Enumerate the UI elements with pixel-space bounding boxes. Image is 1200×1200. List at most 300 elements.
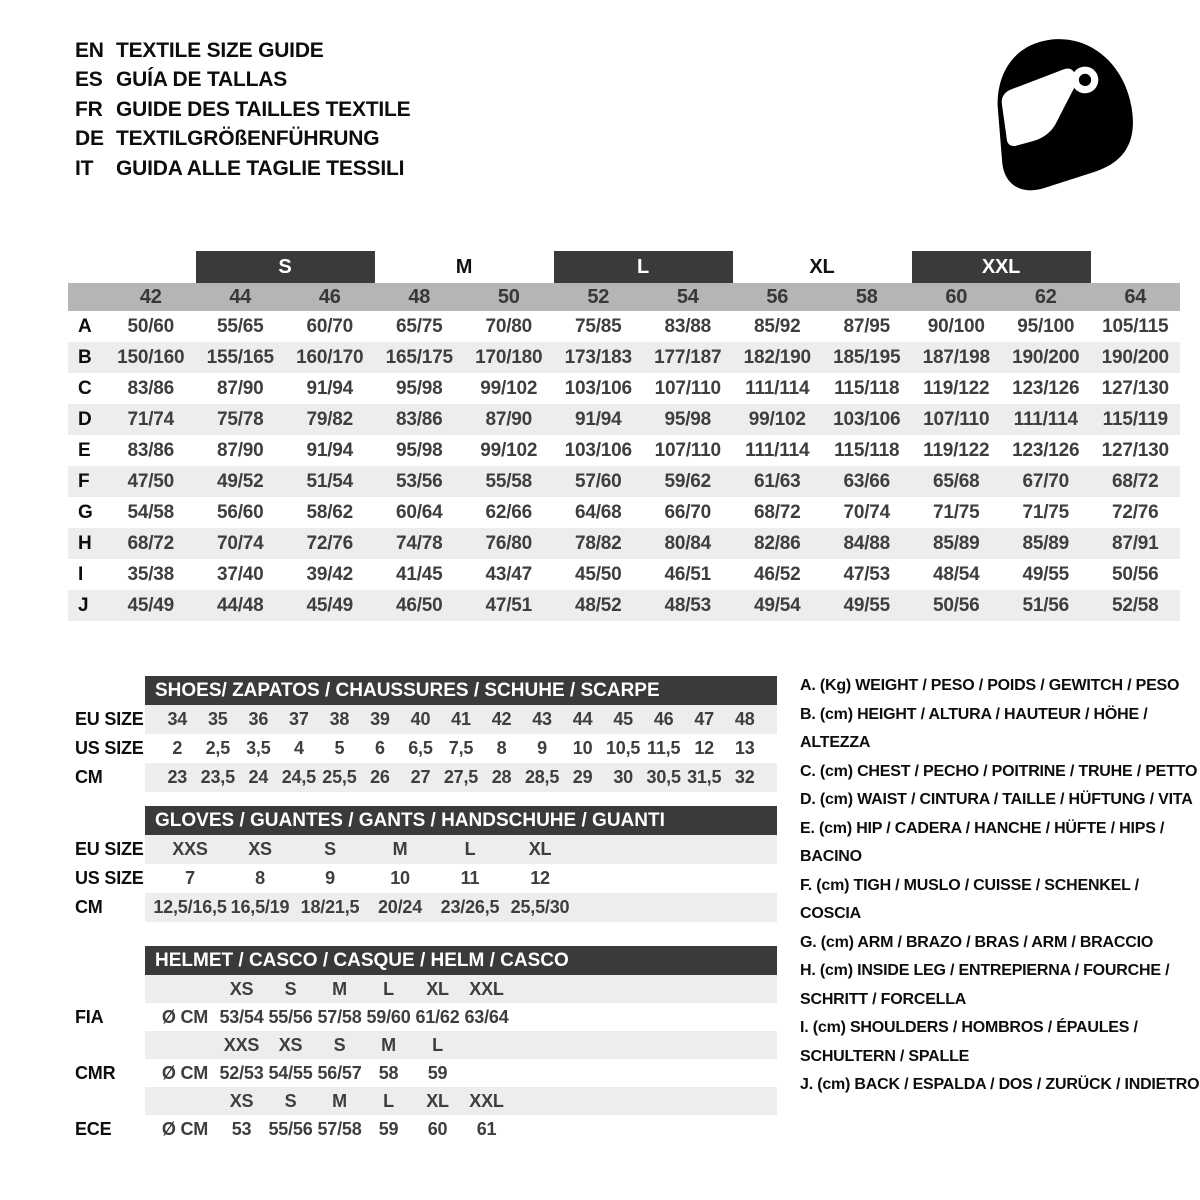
value-cell: 13 [734, 738, 755, 758]
value-cell: 95/98 [395, 439, 443, 461]
helmet-value-row-ECE [68, 1115, 778, 1143]
value-cell: 40 [410, 709, 431, 729]
measure-row-G [68, 497, 1180, 528]
row-letter: D [78, 408, 92, 430]
helmet-size-label: XS [229, 1090, 254, 1111]
value-cell: 23/26,5 [440, 897, 500, 917]
value-cell: 57/60 [574, 470, 622, 492]
value-cell: 6 [375, 738, 385, 758]
value-cell: 87/95 [843, 315, 891, 337]
value-cell: 51/54 [306, 470, 354, 492]
value-cell: 155/165 [206, 346, 274, 368]
shoes-row [68, 763, 778, 792]
value-cell: 58 [378, 1062, 399, 1083]
value-cell: 49/55 [843, 594, 891, 616]
value-cell: 32 [734, 767, 755, 787]
gloves-row-label: EU SIZE [75, 839, 144, 859]
value-cell: 79/82 [306, 408, 354, 430]
row-letter: C [78, 377, 92, 399]
value-cell: 83/86 [127, 439, 175, 461]
value-cell: 111/114 [745, 377, 810, 399]
size-column-52: 52 [587, 285, 610, 308]
value-cell: 107/110 [923, 408, 990, 430]
legend-item: B. (cm) HEIGHT / ALTURA / HAUTEUR / HÖHE / ALTEZZA [800, 705, 1148, 751]
helmet-size-label: XS [229, 978, 254, 999]
value-cell: 67/70 [1022, 470, 1070, 492]
size-band-L: L [554, 251, 733, 283]
size-band-S: S [196, 251, 375, 283]
value-cell: 10,5 [606, 738, 641, 758]
shoes-row [68, 705, 778, 734]
value-cell: 85/89 [932, 532, 980, 554]
value-cell: 4 [293, 738, 304, 758]
value-cell: 47/51 [485, 594, 533, 616]
value-cell: 6,5 [408, 738, 433, 758]
helmet-size-label: XL [426, 978, 449, 999]
value-cell: 190/200 [1012, 346, 1080, 368]
value-cell: 85/89 [1022, 532, 1070, 554]
numeric-size-header [68, 283, 1180, 311]
language-row [75, 36, 410, 66]
legend-item: D. (cm) WAIST / CINTURA / TAILLE / HÜFTUNG / VITA [800, 791, 1193, 808]
value-cell: 48/54 [932, 563, 980, 585]
value-cell: 55/58 [485, 470, 533, 492]
value-cell: 24 [248, 767, 269, 787]
value-cell: 9 [325, 868, 335, 888]
helmet-size-label: M [332, 1090, 347, 1111]
helmet-size-label: XXL [469, 1090, 504, 1111]
value-cell: 71/74 [127, 408, 175, 430]
helmet-size-label: XXL [469, 978, 504, 999]
value-cell: 59 [427, 1062, 448, 1083]
value-cell: XL [528, 839, 552, 859]
size-band-XL: XL [809, 255, 835, 278]
measure-row-E [68, 435, 1180, 466]
helmet-value-row-CMR [68, 1059, 778, 1087]
value-cell: 65/75 [395, 315, 443, 337]
value-cell: 35/38 [127, 563, 175, 585]
helmet-size-label: XS [278, 1034, 303, 1055]
size-column-42: 42 [139, 285, 162, 308]
gloves-row [68, 864, 778, 893]
value-cell: 66/70 [664, 501, 712, 523]
value-cell: 46/52 [753, 563, 801, 585]
value-cell: 28 [491, 767, 512, 787]
language-code: IT [75, 156, 94, 180]
row-letter: E [78, 439, 91, 461]
value-cell: 68/72 [1111, 470, 1159, 492]
value-cell: 47/53 [843, 563, 891, 585]
gloves-row-values [145, 864, 777, 893]
value-cell: 111/114 [745, 439, 810, 461]
value-cell: M [392, 839, 408, 859]
language-code: EN [75, 38, 104, 62]
value-cell: 123/126 [1012, 377, 1080, 399]
measure-row-B [68, 342, 1180, 373]
helmet-standard-label: FIA [75, 1006, 104, 1027]
row-letter: G [78, 501, 93, 523]
value-cell: 173/183 [564, 346, 632, 368]
value-cell: 53/56 [395, 470, 443, 492]
value-cell: 63/64 [464, 1006, 509, 1027]
size-column-54: 54 [676, 285, 699, 308]
size-column-64: 64 [1124, 285, 1147, 308]
value-cell: 70/74 [843, 501, 891, 523]
value-cell: 62/66 [485, 501, 533, 523]
value-cell: 56/57 [317, 1062, 362, 1083]
size-column-56: 56 [766, 285, 789, 308]
value-cell: 119/122 [923, 377, 990, 399]
value-cell: 87/91 [1111, 532, 1159, 554]
value-cell: 7 [185, 868, 195, 888]
value-cell: 48/53 [664, 594, 712, 616]
helmet-title: HELMET / CASCO / CASQUE / HELM / CASCO [145, 946, 777, 975]
value-cell: 23,5 [200, 767, 235, 787]
helmet-size-labels [145, 1087, 777, 1115]
shoes-row-label: CM [75, 767, 103, 787]
helmet-size-label: XL [426, 1090, 449, 1111]
value-cell: 50/56 [932, 594, 980, 616]
value-cell: 185/195 [833, 346, 901, 368]
value-cell: 38 [329, 709, 350, 729]
helmet-size-label: L [432, 1034, 443, 1055]
value-cell: 123/126 [1012, 439, 1080, 461]
value-cell: 190/200 [1101, 346, 1169, 368]
value-cell: 3,5 [246, 738, 271, 758]
value-cell: 177/187 [654, 346, 722, 368]
value-cell: 83/86 [395, 408, 443, 430]
value-cell: 46/51 [664, 563, 712, 585]
gloves-section [68, 806, 778, 922]
value-cell: 83/86 [127, 377, 175, 399]
value-cell: 61/63 [753, 470, 801, 492]
shoes-section [68, 676, 778, 792]
gloves-title: GLOVES / GUANTES / GANTS / HANDSCHUHE / GUANTI [145, 806, 777, 835]
legend-item: C. (cm) CHEST / PECHO / POITRINE / TRUHE / PETTO [800, 762, 1198, 780]
helmet-size-labels [145, 975, 777, 1003]
value-cell: 53 [231, 1118, 252, 1139]
value-cell: 27,5 [443, 767, 479, 787]
value-cell: 43 [532, 709, 552, 729]
value-cell: 87/90 [216, 377, 264, 399]
value-cell: 36 [248, 709, 269, 729]
helmet-size-label: S [333, 1034, 346, 1055]
helmet-values [145, 1059, 777, 1087]
empty-label [68, 1031, 145, 1059]
value-cell: 34 [167, 709, 188, 729]
value-cell: 11 [460, 868, 480, 888]
value-cell: 25,5 [322, 767, 357, 787]
value-cell: 115/118 [834, 439, 900, 461]
value-cell: 95/100 [1017, 315, 1075, 337]
gloves-row-label: US SIZE [75, 868, 144, 888]
size-band-XXL: XXL [912, 251, 1091, 283]
row-letter: H [78, 532, 92, 554]
helmet-size-label: M [381, 1034, 396, 1055]
measure-row-A [68, 311, 1180, 342]
size-band-empty [106, 251, 196, 283]
value-cell: 91/94 [306, 377, 354, 399]
value-cell: 20/24 [377, 897, 423, 917]
value-cell: 107/110 [654, 377, 721, 399]
measure-row-D [68, 404, 1180, 435]
measure-row-H [68, 528, 1180, 559]
diameter-unit: Ø CM [161, 1118, 209, 1139]
value-cell: 50/60 [127, 315, 175, 337]
value-cell: 76/80 [485, 532, 533, 554]
value-cell: 59/60 [366, 1006, 411, 1027]
value-cell: 10 [390, 868, 410, 888]
value-cell: 55/65 [216, 315, 264, 337]
value-cell: 99/102 [480, 439, 538, 461]
value-cell: 45/50 [574, 563, 622, 585]
value-cell: 18/21,5 [300, 897, 360, 917]
shoes-row-label: EU SIZE [75, 709, 144, 729]
row-letter: B [78, 346, 92, 368]
value-cell: 60/64 [395, 501, 443, 523]
value-cell: 70/74 [216, 532, 264, 554]
value-cell: 95/98 [664, 408, 712, 430]
value-cell: 170/180 [475, 346, 543, 368]
value-cell: 49/52 [216, 470, 264, 492]
letter-col-spacer [68, 283, 106, 311]
value-cell: 45 [613, 709, 633, 729]
size-band-empty [1091, 251, 1181, 283]
helmet-values [145, 1115, 777, 1143]
value-cell: 46 [653, 709, 674, 729]
value-cell: 2 [172, 738, 183, 758]
value-cell: 115/118 [834, 377, 900, 399]
measure-row-J [68, 590, 1180, 621]
value-cell: 45/49 [306, 594, 354, 616]
value-cell: 59 [378, 1118, 399, 1139]
language-row [75, 66, 410, 96]
shoes-title: SHOES/ ZAPATOS / CHAUSSURES / SCHUHE / SCARPE [145, 676, 777, 705]
value-cell: 50/56 [1111, 563, 1159, 585]
value-cell: 47 [694, 709, 714, 729]
size-column-44: 44 [229, 285, 252, 308]
value-cell: 27 [410, 767, 431, 787]
value-cell: 103/106 [564, 439, 632, 461]
value-cell: 42 [491, 709, 512, 729]
value-cell: 41/45 [395, 563, 443, 585]
empty-cell [153, 1087, 217, 1115]
value-cell: 44/48 [216, 594, 264, 616]
value-cell: 35 [207, 709, 228, 729]
value-cell: 111/114 [1013, 408, 1078, 430]
measure-row-F [68, 466, 1180, 497]
row-letter: J [78, 594, 89, 616]
value-cell: 56/60 [216, 501, 264, 523]
value-cell: 71/75 [1022, 501, 1070, 523]
gloves-row-values [145, 835, 777, 864]
guide-title: TEXTILGRÖßENFÜHRUNG [116, 127, 380, 151]
value-cell: 103/106 [564, 377, 632, 399]
language-code: ES [75, 68, 103, 92]
value-cell: 55/56 [268, 1006, 313, 1027]
value-cell: 165/175 [385, 346, 453, 368]
value-cell: 28,5 [524, 767, 560, 787]
value-cell: 82/86 [753, 532, 801, 554]
value-cell: 57/58 [317, 1006, 362, 1027]
row-letter: F [78, 470, 90, 492]
value-cell: 12,5/16,5 [153, 897, 227, 917]
size-column-58: 58 [855, 285, 878, 308]
helmet-size-header-row [68, 1031, 778, 1059]
value-cell: 107/110 [654, 439, 721, 461]
helmet-standard-label: CMR [75, 1062, 116, 1083]
helmet-size-header-row [68, 1087, 778, 1115]
legend-item: J. (cm) BACK / ESPALDA / DOS / ZURÜCK / INDIETRO [800, 1076, 1200, 1093]
language-row [75, 154, 410, 184]
value-cell: 11,5 [647, 738, 681, 758]
value-cell: 48 [734, 709, 755, 729]
value-cell: 53/54 [219, 1006, 264, 1027]
value-cell: 78/82 [574, 532, 622, 554]
helmet-size-label: L [383, 978, 394, 999]
value-cell: 49/55 [1022, 563, 1070, 585]
value-cell: 39/42 [306, 563, 354, 585]
size-column-62: 62 [1034, 285, 1057, 308]
language-row [75, 125, 410, 155]
value-cell: 47/50 [127, 470, 175, 492]
helmet-size-label: L [383, 1090, 394, 1111]
value-cell: 2,5 [205, 738, 231, 758]
language-code: FR [75, 97, 103, 121]
value-cell: 25,5/30 [510, 897, 570, 917]
helmet-value-row-FIA [68, 1003, 778, 1031]
value-cell: 80/84 [664, 532, 712, 554]
value-cell: 30 [613, 767, 633, 787]
value-cell: 26 [370, 767, 390, 787]
diameter-unit: Ø CM [161, 1062, 209, 1083]
value-cell: 8 [255, 868, 265, 888]
value-cell: 64/68 [574, 501, 622, 523]
shoes-row-values [145, 734, 777, 763]
value-cell: 30,5 [646, 767, 681, 787]
guide-title: TEXTILE SIZE GUIDE [116, 38, 324, 62]
legend-item: I. (cm) SHOULDERS / HOMBROS / ÉPAULES / SCHULTERN / SPALLE [800, 1019, 1138, 1065]
empty-cell [153, 975, 217, 1003]
value-cell: 91/94 [306, 439, 354, 461]
helmet-section [68, 946, 778, 1143]
value-cell: 60 [427, 1118, 448, 1139]
value-cell: 115/119 [1102, 408, 1168, 430]
value-cell: 127/130 [1101, 377, 1169, 399]
value-cell: 70/80 [485, 315, 533, 337]
value-cell: 7,5 [448, 738, 474, 758]
helmet-size-label: S [284, 978, 297, 999]
value-cell: 39 [370, 709, 390, 729]
size-column-60: 60 [945, 285, 968, 308]
helmet-size-label: M [332, 978, 347, 999]
size-column-48: 48 [408, 285, 431, 308]
gloves-row [68, 893, 778, 922]
value-cell: 54/55 [268, 1062, 313, 1083]
value-cell: 61 [476, 1118, 497, 1139]
helmet-standard-label: ECE [75, 1118, 112, 1139]
value-cell: 57/58 [317, 1118, 362, 1139]
value-cell: 99/102 [748, 408, 806, 430]
value-cell: 46/50 [395, 594, 443, 616]
value-cell: 31,5 [687, 767, 722, 787]
value-cell: 5 [334, 738, 345, 758]
value-cell: 90/100 [927, 315, 985, 337]
size-band-M: M [455, 255, 473, 278]
gloves-row-values [145, 893, 777, 922]
value-cell: 41 [451, 709, 471, 729]
value-cell: 75/78 [216, 408, 264, 430]
guide-title: GUÍA DE TALLAS [116, 68, 288, 92]
value-cell: 63/66 [843, 470, 891, 492]
helmet-size-header-row [68, 975, 778, 1003]
size-column-46: 46 [318, 285, 341, 308]
shoes-row-label: US SIZE [75, 738, 144, 758]
value-cell: 8 [496, 738, 507, 758]
racing-helmet-icon [972, 28, 1150, 206]
value-cell: 59/62 [664, 470, 712, 492]
value-cell: 51/56 [1022, 594, 1070, 616]
value-cell: 160/170 [296, 346, 364, 368]
language-row [75, 95, 410, 125]
value-cell: 48/52 [574, 594, 622, 616]
value-cell: 55/56 [268, 1118, 313, 1139]
legend-item: G. (cm) ARM / BRAZO / BRAS / ARM / BRACCIO [800, 933, 1154, 951]
helmet-size-labels [145, 1031, 777, 1059]
guide-title: GUIDE DES TAILLES TEXTILE [116, 97, 411, 121]
measurement-legend [800, 672, 1200, 1100]
language-title-list [75, 36, 410, 184]
diameter-unit: Ø CM [161, 1006, 209, 1027]
row-letter: A [78, 315, 92, 337]
value-cell: 95/98 [395, 377, 443, 399]
size-column-50: 50 [497, 285, 520, 308]
value-cell: 68/72 [127, 532, 175, 554]
row-letter: I [78, 563, 84, 585]
value-cell: 49/54 [753, 594, 801, 616]
value-cell: 52/58 [1111, 594, 1159, 616]
value-cell: 87/90 [485, 408, 533, 430]
measure-row-I [68, 559, 1180, 590]
value-cell: 24,5 [281, 767, 316, 787]
value-cell: 29 [572, 767, 593, 787]
gloves-row-label: CM [75, 897, 103, 917]
shoes-row-values [145, 763, 777, 792]
shoes-row-values [145, 705, 777, 734]
value-cell: 65/68 [932, 470, 980, 492]
helmet-size-label: S [284, 1090, 297, 1111]
legend-item: E. (cm) HIP / CADERA / HANCHE / HÜFTE / HIPS / BACINO [800, 819, 1165, 865]
value-cell: 84/88 [843, 532, 891, 554]
value-cell: 16,5/19 [230, 897, 290, 917]
value-cell: XS [248, 839, 272, 859]
value-cell: 61/62 [415, 1006, 460, 1027]
gloves-row [68, 835, 778, 864]
value-cell: 182/190 [743, 346, 811, 368]
guide-title: GUIDA ALLE TAGLIE TESSILI [116, 156, 405, 180]
value-cell: 43/47 [485, 563, 533, 585]
value-cell: XXS [172, 839, 208, 859]
legend-item: A. (Kg) WEIGHT / PESO / POIDS / GEWITCH / PESO [800, 677, 1180, 694]
value-cell: L [464, 839, 476, 859]
size-band-row [68, 251, 1180, 283]
main-size-table [68, 251, 1180, 621]
helmet-values [145, 1003, 777, 1031]
value-cell: 87/90 [216, 439, 264, 461]
value-cell: 44 [572, 709, 593, 729]
value-cell: 105/115 [1102, 315, 1169, 337]
value-cell: 12 [694, 738, 714, 758]
